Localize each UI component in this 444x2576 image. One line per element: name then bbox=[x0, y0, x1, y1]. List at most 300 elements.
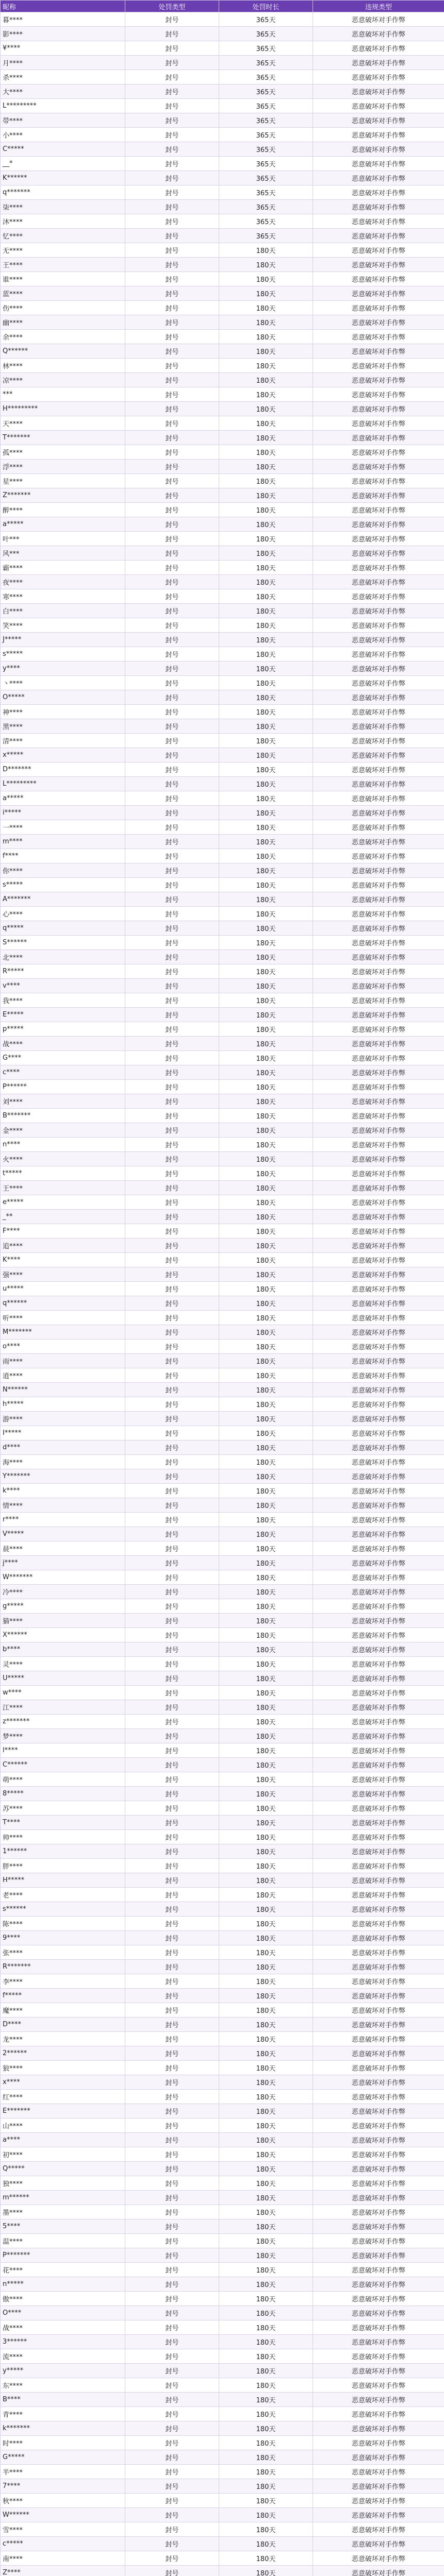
table-row bbox=[1, 373, 444, 387]
penalty-type-cell: 封号 bbox=[125, 921, 219, 936]
violation-type-cell: 恶意破坏对手作弊 bbox=[313, 1642, 444, 1657]
table-row bbox=[1, 1570, 444, 1585]
violation-type-cell: 恶意破坏对手作弊 bbox=[313, 647, 444, 662]
nickname-cell: 张**** bbox=[1, 1945, 125, 1960]
table-row bbox=[1, 1181, 444, 1195]
penalty-type-cell: 封号 bbox=[125, 1758, 219, 1772]
table-row bbox=[1, 2566, 444, 2576]
penalty-duration-cell: 180天 bbox=[219, 1859, 313, 1873]
violation-type-cell: 恶意破坏对手作弊 bbox=[313, 2537, 444, 2551]
penalty-duration-cell: 180天 bbox=[219, 1109, 313, 1123]
table-row bbox=[1, 705, 444, 719]
nickname-cell: 灵**** bbox=[1, 1657, 125, 1671]
penalty-type-cell: 封号 bbox=[125, 1296, 219, 1311]
table-row bbox=[1, 1340, 444, 1354]
penalty-duration-cell: 180天 bbox=[219, 2407, 313, 2421]
violation-type-cell: 恶意破坏对手作弊 bbox=[313, 1599, 444, 1614]
penalty-type-cell: 封号 bbox=[125, 128, 219, 142]
penalty-type-cell: 封号 bbox=[125, 835, 219, 849]
nickname-cell: 沐**** bbox=[1, 214, 125, 229]
penalty-duration-cell: 365天 bbox=[219, 113, 313, 128]
violation-type-cell: 恶意破坏对手作弊 bbox=[313, 1657, 444, 1671]
penalty-duration-cell: 180天 bbox=[219, 2508, 313, 2522]
penalty-type-cell: 封号 bbox=[125, 936, 219, 950]
penalty-duration-cell: 180天 bbox=[219, 2263, 313, 2277]
nickname-cell: 夜**** bbox=[1, 575, 125, 589]
penalty-duration-cell: 365天 bbox=[219, 70, 313, 84]
violation-type-cell: 恶意破坏对手作弊 bbox=[313, 373, 444, 387]
violation-type-cell: 恶意破坏对手作弊 bbox=[313, 2349, 444, 2364]
table-row bbox=[1, 2494, 444, 2508]
table-row bbox=[1, 387, 444, 402]
table-row bbox=[1, 2147, 444, 2162]
table-row bbox=[1, 488, 444, 503]
penalty-duration-cell: 180天 bbox=[219, 561, 313, 575]
penalty-duration-cell: 180天 bbox=[219, 2075, 313, 2090]
table-row bbox=[1, 84, 444, 99]
penalty-type-cell: 封号 bbox=[125, 2032, 219, 2046]
penalty-duration-cell: 180天 bbox=[219, 315, 313, 330]
penalty-type-cell: 封号 bbox=[125, 791, 219, 806]
penalty-duration-cell: 180天 bbox=[219, 1210, 313, 1224]
penalty-duration-cell: 180天 bbox=[219, 1628, 313, 1642]
penalty-type-cell: 封号 bbox=[125, 633, 219, 647]
table-row bbox=[1, 2364, 444, 2378]
penalty-type-cell: 封号 bbox=[125, 1787, 219, 1801]
nickname-cell: *** bbox=[1, 387, 125, 402]
penalty-type-cell: 封号 bbox=[125, 2292, 219, 2306]
violation-type-cell: 恶意破坏对手作弊 bbox=[313, 1282, 444, 1296]
nickname-cell: B******* bbox=[1, 1109, 125, 1123]
penalty-type-cell: 封号 bbox=[125, 1022, 219, 1037]
penalty-type-cell: 封号 bbox=[125, 2147, 219, 2162]
table-row bbox=[1, 1686, 444, 1700]
nickname-cell: O**** bbox=[1, 2306, 125, 2320]
penalty-duration-cell: 180天 bbox=[219, 1729, 313, 1743]
nickname-cell: K**** bbox=[1, 1253, 125, 1267]
table-row bbox=[1, 41, 444, 56]
table-row bbox=[1, 2421, 444, 2436]
violation-type-cell: 恶意破坏对手作弊 bbox=[313, 2219, 444, 2234]
penalty-duration-cell: 180天 bbox=[219, 2176, 313, 2191]
penalty-type-cell: 封号 bbox=[125, 2421, 219, 2436]
table-row bbox=[1, 1296, 444, 1311]
penalty-type-cell: 封号 bbox=[125, 41, 219, 56]
penalty-duration-cell: 180天 bbox=[219, 1166, 313, 1181]
table-row bbox=[1, 1210, 444, 1224]
violation-type-cell: 恶意破坏对手作弊 bbox=[313, 2032, 444, 2046]
penalty-duration-cell: 180天 bbox=[219, 1498, 313, 1513]
table-row bbox=[1, 1138, 444, 1152]
penalty-type-cell: 封号 bbox=[125, 662, 219, 676]
nickname-cell: 江**** bbox=[1, 1700, 125, 1715]
nickname-cell: 7**** bbox=[1, 2479, 125, 2494]
violation-type-cell: 恶意破坏对手作弊 bbox=[313, 214, 444, 229]
violation-type-cell: 恶意破坏对手作弊 bbox=[313, 2176, 444, 2191]
nickname-cell: 笑**** bbox=[1, 618, 125, 633]
penalty-type-cell: 封号 bbox=[125, 2508, 219, 2522]
nickname-cell: y***** bbox=[1, 2364, 125, 2378]
nickname-cell: 刘**** bbox=[1, 1094, 125, 1109]
violation-type-cell: 恶意破坏对手作弊 bbox=[313, 1873, 444, 1888]
nickname-cell: L********* bbox=[1, 777, 125, 791]
penalty-type-cell: 封号 bbox=[125, 286, 219, 301]
table-row bbox=[1, 185, 444, 200]
nickname-cell: 心**** bbox=[1, 907, 125, 921]
table-row bbox=[1, 2263, 444, 2277]
table-row bbox=[1, 1556, 444, 1570]
penalty-duration-cell: 180天 bbox=[219, 1743, 313, 1758]
penalty-type-cell: 封号 bbox=[125, 1960, 219, 1974]
table-row bbox=[1, 503, 444, 517]
nickname-cell: 杀**** bbox=[1, 70, 125, 84]
penalty-type-cell: 封号 bbox=[125, 70, 219, 84]
table-row bbox=[1, 1585, 444, 1599]
penalty-duration-cell: 180天 bbox=[219, 950, 313, 964]
violation-type-cell: 恶意破坏对手作弊 bbox=[313, 2104, 444, 2119]
penalty-duration-cell: 180天 bbox=[219, 1513, 313, 1527]
table-row bbox=[1, 113, 444, 128]
violation-type-cell: 恶意破坏对手作弊 bbox=[313, 950, 444, 964]
penalty-type-cell: 封号 bbox=[125, 1888, 219, 1902]
penalty-duration-cell: 180天 bbox=[219, 1484, 313, 1498]
penalty-duration-cell: 180天 bbox=[219, 734, 313, 748]
nickname-cell: Y******* bbox=[1, 1469, 125, 1484]
violation-type-cell: 恶意破坏对手作弊 bbox=[313, 2407, 444, 2421]
penalty-type-cell: 封号 bbox=[125, 1599, 219, 1614]
nickname-cell: 傲**** bbox=[1, 2292, 125, 2306]
penalty-type-cell: 封号 bbox=[125, 2263, 219, 2277]
penalty-type-cell: 封号 bbox=[125, 503, 219, 517]
nickname-cell: 忆**** bbox=[1, 229, 125, 243]
nickname-cell: d**** bbox=[1, 1440, 125, 1455]
nickname-cell: __* bbox=[1, 157, 125, 171]
penalty-type-cell: 封号 bbox=[125, 1700, 219, 1715]
penalty-duration-cell: 180天 bbox=[219, 503, 313, 517]
table-row bbox=[1, 1945, 444, 1960]
nickname-cell: 半**** bbox=[1, 2465, 125, 2479]
nickname-cell: 谁**** bbox=[1, 272, 125, 286]
penalty-type-cell: 封号 bbox=[125, 2450, 219, 2465]
violation-type-cell: 恶意破坏对手作弊 bbox=[313, 171, 444, 185]
penalty-duration-cell: 180天 bbox=[219, 2133, 313, 2147]
penalty-type-cell: 封号 bbox=[125, 907, 219, 921]
table-row bbox=[1, 1628, 444, 1642]
penalty-duration-cell: 180天 bbox=[219, 705, 313, 719]
penalty-duration-cell: 180天 bbox=[219, 2349, 313, 2364]
violation-type-cell: 恶意破坏对手作弊 bbox=[313, 1844, 444, 1859]
table-row bbox=[1, 1743, 444, 1758]
nickname-cell: e***** bbox=[1, 1195, 125, 1210]
nickname-cell: 大**** bbox=[1, 84, 125, 99]
nickname-cell: n***** bbox=[1, 2277, 125, 2292]
table-row bbox=[1, 2349, 444, 2364]
penalty-type-cell: 封号 bbox=[125, 2494, 219, 2508]
penalty-duration-cell: 180天 bbox=[219, 1181, 313, 1195]
table-row bbox=[1, 301, 444, 315]
violation-type-cell: 恶意破坏对手作弊 bbox=[313, 1931, 444, 1945]
nickname-cell: 一**** bbox=[1, 820, 125, 835]
penalty-duration-cell: 180天 bbox=[219, 1960, 313, 1974]
table-row bbox=[1, 2508, 444, 2522]
violation-type-cell: 恶意破坏对手作弊 bbox=[313, 748, 444, 762]
table-row bbox=[1, 936, 444, 950]
penalty-duration-cell: 180天 bbox=[219, 2090, 313, 2104]
penalty-duration-cell: 180天 bbox=[219, 878, 313, 892]
penalty-type-cell: 封号 bbox=[125, 1931, 219, 1945]
violation-type-cell: 恶意破坏对手作弊 bbox=[313, 503, 444, 517]
table-row bbox=[1, 344, 444, 359]
header-nickname: 昵称 bbox=[1, 1, 125, 12]
penalty-duration-cell: 180天 bbox=[219, 2364, 313, 2378]
penalty-type-cell: 封号 bbox=[125, 1354, 219, 1368]
violation-type-cell: 恶意破坏对手作弊 bbox=[313, 1801, 444, 1816]
penalty-type-cell: 封号 bbox=[125, 214, 219, 229]
penalty-type-cell: 封号 bbox=[125, 2465, 219, 2479]
table-row bbox=[1, 2205, 444, 2219]
nickname-cell: 听**** bbox=[1, 1311, 125, 1325]
nickname-cell: N****** bbox=[1, 1383, 125, 1397]
penalty-duration-cell: 180天 bbox=[219, 1412, 313, 1426]
table-row bbox=[1, 1282, 444, 1296]
table-row bbox=[1, 950, 444, 964]
penalty-duration-cell: 180天 bbox=[219, 2393, 313, 2407]
penalty-duration-cell: 180天 bbox=[219, 2032, 313, 2046]
violation-type-cell: 恶意破坏对手作弊 bbox=[313, 1152, 444, 1166]
penalty-type-cell: 封号 bbox=[125, 99, 219, 113]
table-row bbox=[1, 532, 444, 546]
penalty-duration-cell: 180天 bbox=[219, 2320, 313, 2335]
violation-type-cell: 恶意破坏对手作弊 bbox=[313, 315, 444, 330]
penalty-type-cell: 封号 bbox=[125, 2061, 219, 2075]
penalty-type-cell: 封号 bbox=[125, 589, 219, 604]
nickname-cell: t***** bbox=[1, 1166, 125, 1181]
penalty-duration-cell: 180天 bbox=[219, 402, 313, 416]
penalty-duration-cell: 180天 bbox=[219, 964, 313, 979]
penalty-type-cell: 封号 bbox=[125, 12, 219, 27]
nickname-cell: 9**** bbox=[1, 1931, 125, 1945]
violation-type-cell: 恶意破坏对手作弊 bbox=[313, 1094, 444, 1109]
nickname-cell: H***** bbox=[1, 1873, 125, 1888]
penalty-duration-cell: 180天 bbox=[219, 1224, 313, 1239]
penalty-duration-cell: 180天 bbox=[219, 1195, 313, 1210]
table-row bbox=[1, 1065, 444, 1080]
nickname-cell: 青**** bbox=[1, 2407, 125, 2421]
penalty-duration-cell: 180天 bbox=[219, 2219, 313, 2234]
table-row bbox=[1, 1513, 444, 1527]
table-row bbox=[1, 27, 444, 41]
nickname-cell: O***** bbox=[1, 690, 125, 705]
violation-type-cell: 恶意破坏对手作弊 bbox=[313, 690, 444, 705]
violation-type-cell: 恶意破坏对手作弊 bbox=[313, 878, 444, 892]
violation-type-cell: 恶意破坏对手作弊 bbox=[313, 416, 444, 431]
penalty-duration-cell: 180天 bbox=[219, 1902, 313, 1917]
nickname-cell: f**** bbox=[1, 849, 125, 863]
table-row bbox=[1, 1166, 444, 1181]
table-row bbox=[1, 2003, 444, 2018]
violation-type-cell: 恶意破坏对手作弊 bbox=[313, 2306, 444, 2320]
penalty-type-cell: 封号 bbox=[125, 272, 219, 286]
nickname-cell: K****** bbox=[1, 171, 125, 185]
penalty-duration-cell: 180天 bbox=[219, 1931, 313, 1945]
table-row bbox=[1, 431, 444, 445]
violation-type-cell: 恶意破坏对手作弊 bbox=[313, 1513, 444, 1527]
nickname-cell: 黑**** bbox=[1, 719, 125, 734]
table-row bbox=[1, 474, 444, 488]
violation-type-cell: 恶意破坏对手作弊 bbox=[313, 777, 444, 791]
penalty-type-cell: 封号 bbox=[125, 618, 219, 633]
penalty-type-cell: 封号 bbox=[125, 849, 219, 863]
table-row bbox=[1, 200, 444, 214]
penalty-duration-cell: 180天 bbox=[219, 1426, 313, 1440]
penalty-type-cell: 封号 bbox=[125, 243, 219, 258]
nickname-cell: E******* bbox=[1, 2104, 125, 2119]
penalty-duration-cell: 180天 bbox=[219, 1065, 313, 1080]
nickname-cell: 初**** bbox=[1, 2147, 125, 2162]
penalty-duration-cell: 180天 bbox=[219, 1455, 313, 1469]
table-row bbox=[1, 2061, 444, 2075]
penalty-type-cell: 封号 bbox=[125, 27, 219, 41]
penalty-duration-cell: 180天 bbox=[219, 1354, 313, 1368]
penalty-type-cell: 封号 bbox=[125, 373, 219, 387]
penalty-duration-cell: 180天 bbox=[219, 2494, 313, 2508]
penalty-duration-cell: 180天 bbox=[219, 272, 313, 286]
penalty-duration-cell: 180天 bbox=[219, 2046, 313, 2061]
penalty-duration-cell: 180天 bbox=[219, 1123, 313, 1138]
nickname-cell: H********* bbox=[1, 402, 125, 416]
penalty-type-cell: 封号 bbox=[125, 2176, 219, 2191]
penalty-duration-cell: 180天 bbox=[219, 1945, 313, 1960]
table-row bbox=[1, 1325, 444, 1340]
violation-type-cell: 恶意破坏对手作弊 bbox=[313, 1340, 444, 1354]
nickname-cell: 5**** bbox=[1, 2219, 125, 2234]
table-row bbox=[1, 1426, 444, 1440]
penalty-duration-cell: 180天 bbox=[219, 2292, 313, 2306]
table-row bbox=[1, 1772, 444, 1787]
penalty-duration-cell: 365天 bbox=[219, 41, 313, 56]
violation-type-cell: 恶意破坏对手作弊 bbox=[313, 2191, 444, 2205]
violation-type-cell: 恶意破坏对手作弊 bbox=[313, 344, 444, 359]
table-row bbox=[1, 2277, 444, 2292]
table-row bbox=[1, 1700, 444, 1715]
penalty-duration-cell: 180天 bbox=[219, 907, 313, 921]
nickname-cell: R******* bbox=[1, 1960, 125, 1974]
nickname-cell: 星**** bbox=[1, 474, 125, 488]
table-row bbox=[1, 647, 444, 662]
violation-type-cell: 恶意破坏对手作弊 bbox=[313, 2551, 444, 2566]
penalty-duration-cell: 180天 bbox=[219, 1787, 313, 1801]
penalty-type-cell: 封号 bbox=[125, 2248, 219, 2263]
table-row bbox=[1, 1455, 444, 1469]
penalty-duration-cell: 180天 bbox=[219, 2234, 313, 2248]
penalty-type-cell: 封号 bbox=[125, 1181, 219, 1195]
table-row bbox=[1, 460, 444, 474]
violation-type-cell: 恶意破坏对手作弊 bbox=[313, 532, 444, 546]
penalty-type-cell: 封号 bbox=[125, 950, 219, 964]
violation-type-cell: 恶意破坏对手作弊 bbox=[313, 1816, 444, 1830]
violation-type-cell: 恶意破坏对手作弊 bbox=[313, 330, 444, 344]
penalty-duration-cell: 365天 bbox=[219, 99, 313, 113]
penalty-type-cell: 封号 bbox=[125, 1138, 219, 1152]
penalty-duration-cell: 180天 bbox=[219, 1917, 313, 1931]
violation-type-cell: 恶意破坏对手作弊 bbox=[313, 1383, 444, 1397]
table-row bbox=[1, 2119, 444, 2133]
table-row bbox=[1, 618, 444, 633]
penalty-type-cell: 封号 bbox=[125, 2551, 219, 2566]
penalty-duration-cell: 180天 bbox=[219, 373, 313, 387]
penalty-type-cell: 封号 bbox=[125, 1498, 219, 1513]
penalty-duration-cell: 180天 bbox=[219, 2147, 313, 2162]
penalty-type-cell: 封号 bbox=[125, 762, 219, 777]
table-row bbox=[1, 993, 444, 1008]
penalty-type-cell: 封号 bbox=[125, 2566, 219, 2576]
penalty-type-cell: 封号 bbox=[125, 719, 219, 734]
penalty-type-cell: 封号 bbox=[125, 1253, 219, 1267]
table-row bbox=[1, 2176, 444, 2191]
penalty-type-cell: 封号 bbox=[125, 2205, 219, 2219]
penalty-duration-cell: 180天 bbox=[219, 1844, 313, 1859]
violation-type-cell: 恶意破坏对手作弊 bbox=[313, 2090, 444, 2104]
nickname-cell: M******* bbox=[1, 1325, 125, 1340]
penalty-type-cell: 封号 bbox=[125, 979, 219, 993]
table-row bbox=[1, 676, 444, 690]
penalty-duration-cell: 180天 bbox=[219, 2162, 313, 2176]
penalty-type-cell: 封号 bbox=[125, 2162, 219, 2176]
penalty-type-cell: 封号 bbox=[125, 1311, 219, 1325]
table-row bbox=[1, 1729, 444, 1743]
nickname-cell: S****** bbox=[1, 936, 125, 950]
penalty-type-cell: 封号 bbox=[125, 229, 219, 243]
nickname-cell: 雨**** bbox=[1, 1354, 125, 1368]
table-row bbox=[1, 820, 444, 835]
penalty-type-cell: 封号 bbox=[125, 1051, 219, 1065]
violation-type-cell: 恶意破坏对手作弊 bbox=[313, 301, 444, 315]
nickname-cell: l**** bbox=[1, 1743, 125, 1758]
violation-type-cell: 恶意破坏对手作弊 bbox=[313, 185, 444, 200]
penalty-type-cell: 封号 bbox=[125, 2119, 219, 2133]
nickname-cell: m****** bbox=[1, 2191, 125, 2205]
violation-type-cell: 恶意破坏对手作弊 bbox=[313, 359, 444, 373]
header-violation-type: 违规类型 bbox=[313, 1, 444, 12]
penalty-type-cell: 封号 bbox=[125, 1080, 219, 1094]
nickname-cell: 金**** bbox=[1, 1123, 125, 1138]
header-penalty-type: 处罚类型 bbox=[125, 1, 219, 12]
penalty-duration-cell: 180天 bbox=[219, 1080, 313, 1094]
penalty-type-cell: 封号 bbox=[125, 1801, 219, 1816]
nickname-cell: 花**** bbox=[1, 2263, 125, 2277]
nickname-cell: 神**** bbox=[1, 705, 125, 719]
table-row bbox=[1, 2335, 444, 2349]
nickname-cell: 醉**** bbox=[1, 503, 125, 517]
table-row bbox=[1, 835, 444, 849]
table-row bbox=[1, 921, 444, 936]
nickname-cell: U***** bbox=[1, 1671, 125, 1686]
violation-type-cell: 恶意破坏对手作弊 bbox=[313, 2364, 444, 2378]
penalty-type-cell: 封号 bbox=[125, 431, 219, 445]
penalty-duration-cell: 180天 bbox=[219, 575, 313, 589]
penalty-duration-cell: 180天 bbox=[219, 1267, 313, 1282]
violation-type-cell: 恶意破坏对手作弊 bbox=[313, 2522, 444, 2537]
nickname-cell: W****** bbox=[1, 2508, 125, 2522]
penalty-duration-cell: 180天 bbox=[219, 445, 313, 460]
violation-type-cell: 恶意破坏对手作弊 bbox=[313, 1758, 444, 1772]
violation-type-cell: 恶意破坏对手作弊 bbox=[313, 2421, 444, 2436]
table-row bbox=[1, 1354, 444, 1368]
violation-type-cell: 恶意破坏对手作弊 bbox=[313, 27, 444, 41]
penalty-type-cell: 封号 bbox=[125, 532, 219, 546]
penalty-duration-cell: 365天 bbox=[219, 171, 313, 185]
penalty-type-cell: 封号 bbox=[125, 1671, 219, 1686]
